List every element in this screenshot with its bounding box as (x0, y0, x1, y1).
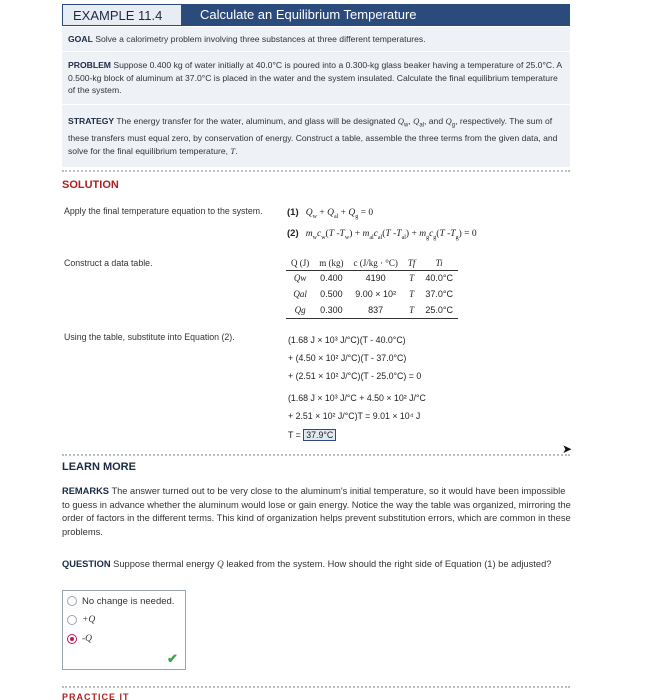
problem-panel (62, 52, 570, 104)
question-text: QUESTION Suppose thermal energy Q leaked from the system. How should the right side of Equation (1) be adjusted? (62, 559, 552, 570)
step-apply-equation: Apply the final temperature equation to the system. (64, 206, 263, 216)
practice-heading: PRACTICE IT (62, 692, 130, 700)
choice-plus-q[interactable]: +Q (67, 613, 95, 627)
answer-box: 37.9°C (303, 429, 336, 441)
divider (62, 170, 570, 172)
result-line: T = 37.9°C (288, 430, 336, 440)
step-construct-table: Construct a data table. (64, 258, 153, 268)
table-header: m (kg) (314, 256, 348, 270)
substitution-line: + (2.51 × 10² J/°C)(T - 25.0°C) = 0 (288, 371, 422, 381)
table-row: Qg 0.300 837 T 25.0°C (286, 302, 458, 318)
divider (62, 454, 570, 456)
table-row: Qw 0.400 4190 T 40.0°C (293, 273, 453, 284)
radio-selected-icon[interactable] (67, 634, 77, 644)
radio-icon[interactable] (67, 596, 77, 606)
checkmark-icon: ✔ (167, 651, 178, 666)
table-header: Tf (403, 256, 421, 270)
table-header: Q (J) (286, 256, 314, 270)
radio-icon[interactable] (67, 615, 77, 625)
strategy-label: STRATEGY (68, 116, 115, 126)
example-title: Calculate an Equilibrium Temperature (200, 7, 417, 22)
goal-label: GOAL (68, 34, 93, 44)
problem-text: Suppose 0.400 kg of water initially at 40.0°C is poured into a 0.300-kg glass beaker having a temperature of 25.0°C. A 0.500-kg block of aluminum at 37.0°C is placed in the water and the system insulated. Calculate the final equilibrium temperature of the system. (68, 60, 562, 95)
table-row: Qal 0.500 9.00 × 10² T 37.0°C (293, 289, 453, 299)
substitution-line: (1.68 J × 10³ J/°C + 4.50 × 10² J/°C (288, 393, 426, 403)
substitution-line: + 2.51 × 10² J/°C)T = 9.01 × 10⁴ J (288, 411, 421, 421)
data-table (286, 256, 458, 319)
choice-minus-q[interactable]: -Q (67, 632, 92, 646)
solution-heading: SOLUTION (62, 179, 119, 191)
goal-text: Solve a calorimetry problem involving three substances at three different temperatures. (95, 34, 426, 44)
substitution-line: (1.68 J × 10³ J/°C)(T - 40.0°C) (288, 335, 406, 345)
learn-more-heading: LEARN MORE (62, 461, 136, 473)
equation-1: (1) $Q_w + Q_{al} + Q_g = 0$ (287, 207, 374, 220)
goal-panel (62, 27, 570, 51)
table-header: Ti (420, 256, 458, 270)
answer-choices (62, 590, 186, 670)
equation-2: (2) $m_wc_w(T$ $-T_w) + m_{al}c_{al}(T$ $-T_{al}) + m_gc_g(T$ $-T_g) = 0$ (287, 228, 477, 241)
strategy-text-2: respectively. The sum of these transfers must equal zero, by conservation of energy. Construct a table, assemble the three terms from the given data, and solve for the final equilibrium temperature, (68, 116, 558, 156)
problem-label: PROBLEM (68, 60, 111, 70)
cursor-arrow-icon: ➤ (562, 442, 573, 456)
choice-no-change[interactable]: No change is needed. (67, 594, 174, 608)
divider (62, 686, 570, 688)
substitution-line: + (4.50 × 10² J/°C)(T - 37.0°C) (288, 353, 407, 363)
strategy-panel: STRATEGY The energy transfer for the water, aluminum, and glass will be designated $Q_w$, $Q_{al}$, and $Q_g$, respectively. The sum of these transfers must equal zero, by conservation of energy. Construct a table, assemble the three terms from the given data, and solve for the final equilibrium temperature, T. (62, 105, 570, 167)
table-header: c (J/kg · °C) (349, 256, 403, 270)
remarks-text: REMARKS The answer turned out to be very close to the aluminum's initial temperature, so it would have been impossible to guess in advance whether the aluminum would lose or gain energy. Notice the way the table was organized, mirroring the order of factors in the different terms. This kind of organization helps prevent substitution errors, which are common in these problems. (62, 486, 571, 537)
step-substitute: Using the table, substitute into Equation (2). (64, 332, 235, 342)
strategy-text-1: The energy transfer for the water, aluminum, and glass will be designated (116, 116, 398, 126)
example-label: EXAMPLE 11.4 (62, 4, 182, 26)
